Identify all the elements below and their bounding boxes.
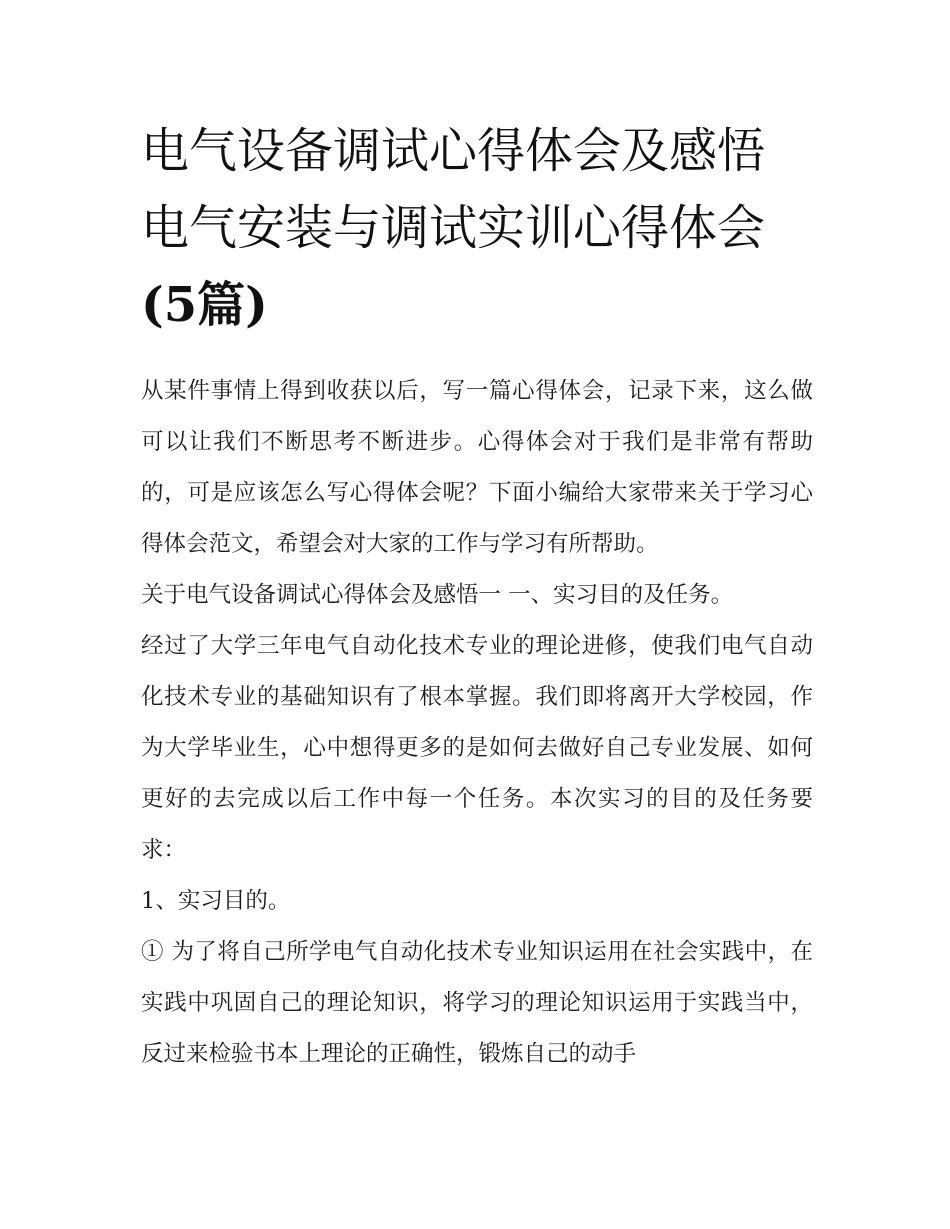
- paragraph-intro: 从某件事情上得到收获以后，写一篇心得体会，记录下来，这么做可以让我们不断思考不断进步。心得体会对于我们是非常有帮助的，可是应该怎么写心得体会呢？下面小编给大家带来关于学习心得体会范文，希望会对大家的工作与学习有所帮助。: [141, 378, 813, 557]
- paragraph-background: 经过了大学三年电气自动化技术专业的理论进修，使我们电气自动化技术专业的基础知识有了根本掌握。我们即将离开大学校园，作为大学毕业生，心中想得更多的是如何去做好自己专业发展、如何更好的去完成以后工作中每一个任务。本次实习的目的及任务要求：: [141, 633, 813, 863]
- paragraph-subheading: 1、实习目的。: [141, 888, 291, 914]
- paragraph-section-heading: 关于电气设备调试心得体会及感悟一 一、实习目的及任务。: [141, 582, 734, 608]
- title-line-1: 电气设备调试心得体会及感悟: [141, 123, 766, 179]
- document-content: [141, 113, 813, 1080]
- document-title: [141, 113, 813, 344]
- document-body: [141, 366, 813, 1080]
- title-line-3: (5篇): [141, 277, 268, 333]
- title-line-2: 电气安装与调试实训心得体会: [141, 200, 766, 256]
- paragraph-purpose-1: ① 为了将自己所学电气自动化技术专业知识运用在社会实践中，在实践中巩固自己的理论知识，将学习的理论知识运用于实践当中，反过来检验书本上理论的正确性，锻炼自己的动手: [141, 939, 813, 1067]
